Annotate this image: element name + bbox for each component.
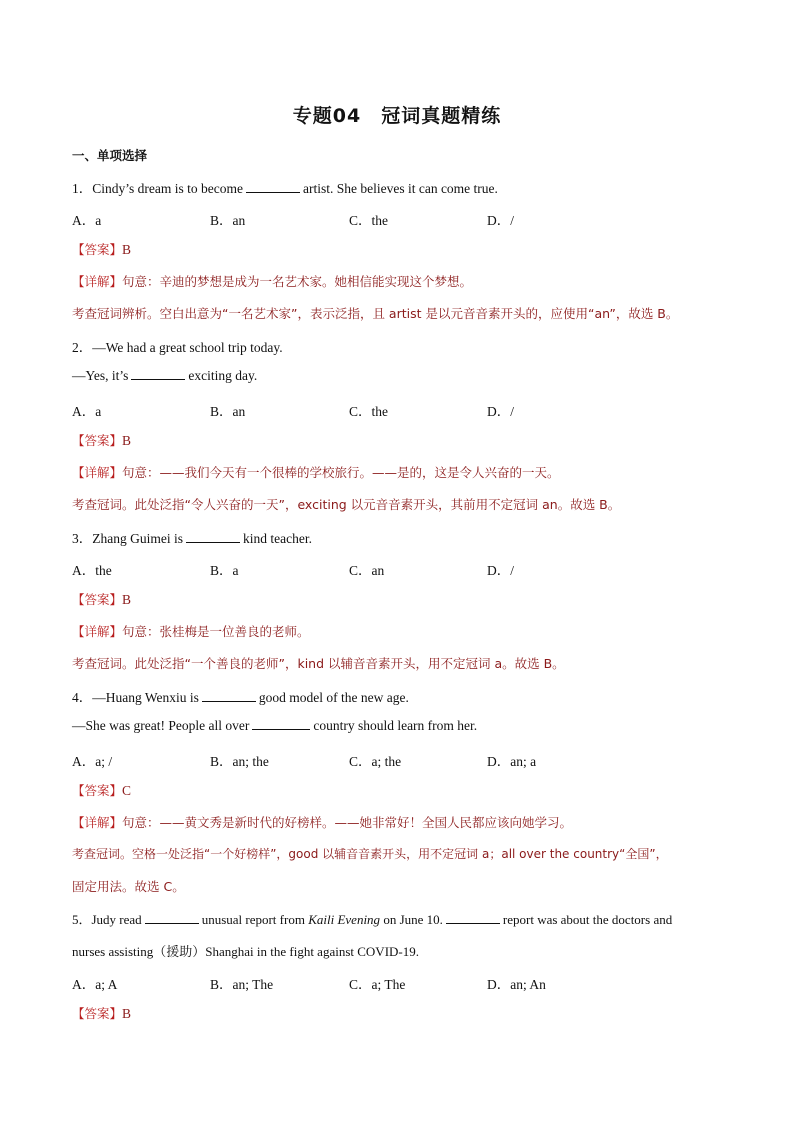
answer-blank — [246, 191, 300, 193]
detail-text: 句意：辛迪的梦想是成为一名艺术家。她相信能实现这个梦想。 — [122, 274, 473, 289]
option-c: C．the — [349, 213, 388, 228]
stem-text: 3．Zhang Guimei is — [72, 531, 183, 546]
option-d: D．/ — [487, 563, 514, 578]
stem-text: report was about the doctors and — [502, 912, 673, 927]
option-d: D．an; An — [487, 977, 546, 992]
stem-text: 1．Cindy’s dream is to become — [72, 181, 243, 196]
question-4-stem — [72, 686, 409, 706]
answer-blank — [131, 378, 185, 380]
stem-text: kind teacher. — [243, 531, 312, 546]
question-1-explanation: 考查冠词辨析。空白出意为“一名艺术家”，表示泛指，且 artist 是以元音音素开头的，应使用“an”，故选 B。 — [72, 306, 679, 321]
detail-label: 【详解】 — [72, 465, 123, 480]
question-5-stem — [72, 909, 672, 928]
stem-text: good model of the new age. — [258, 690, 409, 705]
answer-value: B — [122, 1006, 132, 1021]
answer-label: 【答案】 — [72, 242, 123, 257]
answer-value: B — [122, 592, 132, 607]
answer-value: B — [122, 242, 132, 257]
answer-label: 【答案】 — [72, 592, 123, 607]
question-1-answer — [72, 240, 131, 258]
option-a: A．a — [72, 213, 102, 228]
option-d: D．/ — [487, 213, 514, 228]
question-3-answer — [72, 590, 131, 608]
detail-label: 【详解】 — [72, 274, 123, 289]
answer-label: 【答案】 — [72, 433, 123, 448]
answer-value: C — [122, 783, 132, 798]
option-d: D．/ — [487, 404, 514, 419]
option-a: A．the — [72, 563, 112, 578]
question-3-stem — [72, 527, 312, 547]
question-3-detail — [72, 622, 310, 640]
answer-blank — [252, 728, 310, 730]
stem-text: unusual report from — [201, 912, 305, 927]
question-3-explanation: 考查冠词。此处泛指“一个善良的老师”，kind 以辅音音素开头，用不定冠词 a。故选 B。 — [72, 656, 565, 671]
option-d: D．an; a — [487, 754, 537, 769]
stem-text: —She was great! People all over — [72, 718, 250, 733]
stem-text: on June 10. — [383, 912, 443, 927]
answer-blank — [446, 922, 500, 924]
detail-text: 句意：——我们今天有一个很棒的学校旅行。——是的，这是令人兴奋的一天。 — [122, 465, 560, 480]
answer-value: B — [122, 433, 132, 448]
question-4-explanation-cont: 固定用法。故选 C。 — [72, 879, 185, 894]
answer-blank — [145, 922, 199, 924]
option-b: B．an; the — [210, 754, 269, 769]
option-a: A．a — [72, 404, 102, 419]
stem-text: 4．—Huang Wenxiu is — [72, 690, 199, 705]
detail-text: 句意：——黄文秀是新时代的好榜样。——她非常好！全国人民都应该向她学习。 — [122, 815, 573, 830]
detail-label: 【详解】 — [72, 815, 123, 830]
detail-text: 句意：张桂梅是一位善良的老师。 — [122, 624, 310, 639]
stem-text: exciting day. — [188, 368, 258, 383]
option-c: C．a; The — [349, 977, 406, 992]
question-4-explanation: 考查冠词。空格一处泛指“一个好榜样”，good 以辅音音素开头，用不定冠词 a；all over the country“全国”， — [72, 847, 668, 861]
stem-text: —Yes, it’s — [72, 368, 129, 383]
option-c: C．an — [349, 563, 385, 578]
answer-blank — [202, 700, 256, 702]
question-1-detail — [72, 272, 472, 290]
answer-label: 【答案】 — [72, 1006, 123, 1021]
newspaper-title: Kaili Evening — [308, 912, 381, 927]
stem-text: artist. She believes it can come true. — [302, 181, 498, 196]
option-c: C．the — [349, 404, 388, 419]
question-2-explanation: 考查冠词。此处泛指“令人兴奋的一天”，exciting 以元音音素开头，其前用不定冠词 an。故选 B。 — [72, 497, 621, 512]
option-a: A．a; A — [72, 977, 118, 992]
question-2-answer — [72, 431, 131, 449]
option-b: B．an — [210, 404, 246, 419]
question-2-detail — [72, 463, 560, 481]
option-b: B．an — [210, 213, 246, 228]
option-b: B．a — [210, 563, 239, 578]
detail-label: 【详解】 — [72, 624, 123, 639]
page-title: 专题04 冠词真题精练 — [292, 105, 502, 127]
question-5-stem-cont: nurses assisting（援助）Shanghai in the fight against COVID-19. — [72, 944, 419, 959]
stem-text: 5．Judy read — [72, 912, 142, 927]
question-2-stem-reply — [72, 368, 257, 384]
question-4-detail — [72, 813, 572, 831]
question-4-stem-reply — [72, 718, 477, 734]
stem-text: country should learn from her. — [313, 718, 478, 733]
section-heading: 一、单项选择 — [72, 148, 148, 163]
option-a: A．a; / — [72, 754, 113, 769]
option-c: C．a; the — [349, 754, 402, 769]
answer-blank — [186, 541, 240, 543]
question-5-answer — [72, 1004, 131, 1022]
option-b: B．an; The — [210, 977, 274, 992]
question-2-stem: 2．—We had a great school trip today. — [72, 340, 283, 355]
question-1-stem — [72, 177, 498, 197]
answer-label: 【答案】 — [72, 783, 123, 798]
question-4-answer — [72, 781, 131, 799]
